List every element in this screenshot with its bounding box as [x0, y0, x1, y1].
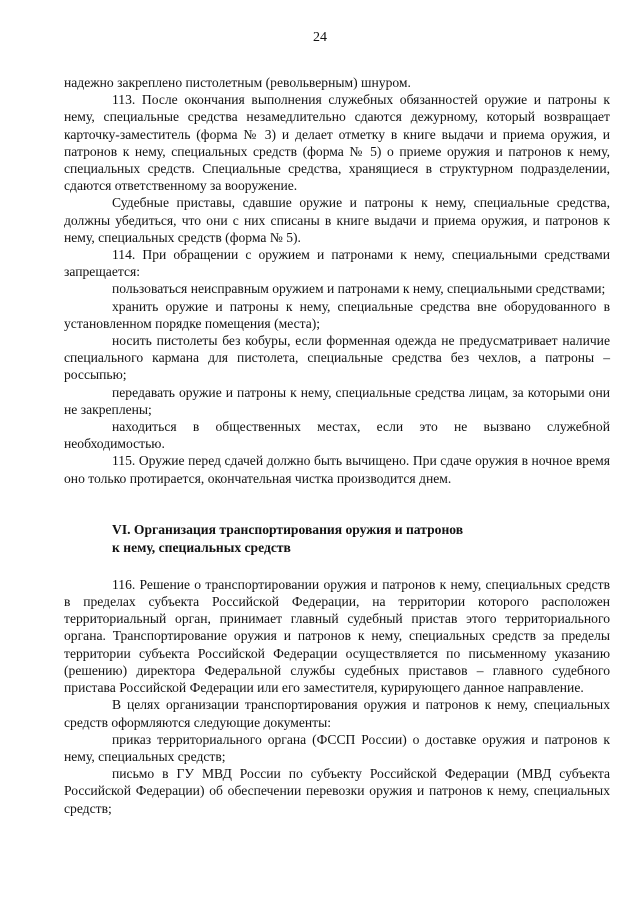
paragraph: В целях организации транспортирования оружия и патронов к нему, специальных средств оформляются следующие документы: [64, 697, 610, 730]
paragraph-116: 116. Решение о транспортировании оружия и патронов к нему, специальных средств в пределах субъекта Российской Федерации, на территории которого расположен территориальный орган, принимает главный судебный пристав этого территориального органа. Транспортирование оружия и патронов к нему, специальных средств за пределы территории субъекта Российской Федерации осуществляется по письменному указанию (решению) директора Федеральной службы судебных приставов – главного судебного пристава Российской Федерации или его заместителя, курирующего данное направление. [64, 576, 610, 696]
paragraphs-before-heading [64, 74, 610, 487]
section-heading-line-2: к нему, специальных средств [112, 539, 291, 555]
page-number: 24 [313, 30, 327, 45]
paragraphs-after-heading [64, 576, 610, 817]
page-content [64, 74, 610, 817]
paragraph: надежно закреплено пистолетным (револьверным) шнуром. [64, 75, 411, 90]
list-item: пользоваться неисправным оружием и патронами к нему, специальными средствами; [112, 281, 606, 297]
list-item: приказ территориального органа (ФССП России) о доставке оружия и патронов к нему, специальных средств; [64, 731, 610, 764]
paragraph-115: 115. Оружие перед сдачей должно быть вычищено. При сдаче оружия в ночное время оно только протирается, окончательная чистка производится днем. [64, 453, 610, 486]
paragraph-113: 113. После окончания выполнения служебных обязанностей оружие и патроны к нему, специальные средства незамедлительно сдаются дежурному, который возвращает карточку-заместитель (форма № 3) и делает отметку в книге выдачи и приема оружия, и патронов к нему, специальных средств (форма № 5) о приеме оружия и патронов к нему, специальных средств. Специальные средства, хранящиеся в структурном подразделении, сдаются ответственному за вооружение. [64, 92, 610, 194]
list-item: передавать оружие и патроны к нему, специальные средства лицам, за которыми они не закреплены; [64, 384, 610, 417]
list-item: носить пистолеты без кобуры, если форменная одежда не предусматривает наличие специального кармана для пистолета, специальные средства без чехлов, а патроны – россыпью; [64, 333, 610, 383]
list-item: хранить оружие и патроны к нему, специальные средства вне оборудованного в установленном порядке помещения (места); [64, 298, 610, 331]
list-item: письмо в ГУ МВД России по субъекту Российской Федерации (МВД субъекта Российской Федерации) об обеспечении перевозки оружия и патронов к нему, специальных средств; [64, 766, 610, 816]
paragraph: Судебные приставы, сдавшие оружие и патроны к нему, специальные средства, должны убедиться, что они с них списаны в книге выдачи и приема оружия, и патронов к нему, специальных средств (форма № 5). [64, 195, 610, 245]
paragraph-114: 114. При обращении с оружием и патронами к нему, специальными средствами запрещается: [64, 247, 610, 280]
list-item: находиться в общественных местах, если это не вызвано служебной необходимостью. [64, 419, 610, 452]
section-heading-line-1: VI. Организация транспортирования оружия и патронов [112, 521, 464, 537]
